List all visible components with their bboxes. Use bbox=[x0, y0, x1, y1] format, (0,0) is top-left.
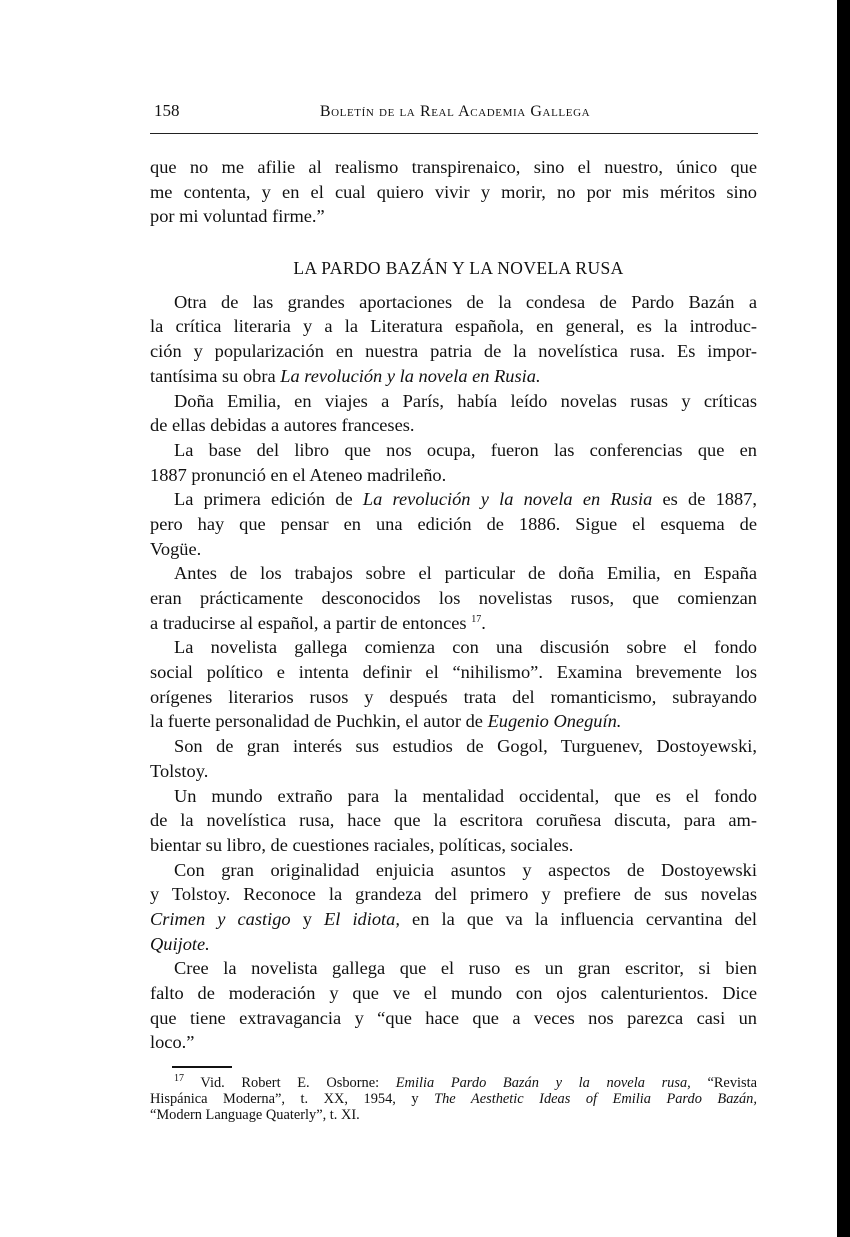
text-run: Vogüe. bbox=[150, 538, 202, 559]
footnote-rule bbox=[172, 1066, 232, 1068]
text-line bbox=[150, 685, 757, 710]
body-text bbox=[150, 155, 757, 1055]
text-line bbox=[150, 438, 757, 463]
paragraph bbox=[150, 635, 757, 734]
text-run: a traducirse al español, a partir de entonces bbox=[150, 612, 472, 633]
paragraph bbox=[150, 487, 757, 561]
text-line bbox=[150, 709, 757, 734]
text-line bbox=[150, 1030, 757, 1055]
text-run: la crítica literaria y a la Literatura española, en general, es la introduc- bbox=[150, 316, 757, 337]
text-run: “Modern Language Quaterly”, t. XI. bbox=[150, 1107, 360, 1123]
text-line bbox=[150, 155, 757, 180]
text-run: Son de gran interés sus estudios de Gogol, Turguenev, Dostoyewski, bbox=[174, 736, 757, 757]
italic-title: La revolución y la novela en Rusia. bbox=[280, 365, 541, 386]
text-run: que no me afilie al realismo transpirenaico, sino el nuestro, único que bbox=[150, 157, 757, 177]
text-run: 1887 pronunció en el Ateneo madrileño. bbox=[150, 464, 447, 485]
text-run: Tolstoy. bbox=[150, 760, 209, 781]
text-run: Un mundo extraño para la mentalidad occidental, que es el fondo bbox=[174, 785, 757, 806]
text-line bbox=[150, 413, 757, 438]
text-run: por mi voluntad firme.” bbox=[150, 206, 325, 227]
text-run: en la que va la influencia cervantina del bbox=[399, 908, 758, 929]
text-run: que tiene extravagancia y “que hace que a veces nos parezca casi un bbox=[150, 1007, 757, 1028]
italic-title: La revolución y la novela en Rusia bbox=[362, 489, 653, 510]
text-run: falto de moderación y que ve el mundo con ojos calenturientos. Dice bbox=[150, 983, 757, 1004]
text-run: bientar su libro, de cuestiones raciales, políticas, sociales. bbox=[150, 834, 574, 855]
text-run: . bbox=[481, 612, 486, 633]
paragraph bbox=[150, 956, 757, 1055]
text-line bbox=[150, 784, 757, 809]
italic-title: Emilia Pardo Bazán y la novela rusa, bbox=[395, 1075, 691, 1091]
section-heading: LA PARDO BAZÁN Y LA NOVELA RUSA bbox=[293, 258, 624, 279]
italic-title: Eugenio Oneguín. bbox=[487, 711, 622, 732]
italic-title: Quijote. bbox=[150, 933, 210, 954]
paragraph bbox=[150, 290, 757, 389]
footnote-ref: 17 bbox=[471, 613, 482, 625]
text-run: Antes de los trabajos sobre el particular de doña Emilia, en España bbox=[174, 563, 757, 584]
text-run: Otra de las grandes aportaciones de la condesa de Pardo Bazán a bbox=[174, 291, 757, 312]
italic-title: El idiota, bbox=[324, 908, 400, 929]
italic-title: The Aesthetic Ideas of Emilia Pardo Bazán, bbox=[434, 1091, 757, 1107]
text-line bbox=[150, 882, 757, 907]
paragraph bbox=[150, 438, 757, 487]
text-line bbox=[150, 981, 757, 1006]
text-line bbox=[150, 1075, 757, 1091]
text-line bbox=[150, 512, 757, 537]
text-line bbox=[150, 1091, 757, 1107]
text-line bbox=[150, 180, 757, 205]
text-line bbox=[150, 487, 757, 512]
text-run: la fuerte personalidad de Puchkin, el autor de bbox=[150, 711, 488, 732]
page-number: 158 bbox=[154, 101, 180, 120]
paragraph bbox=[150, 389, 757, 438]
footnote bbox=[150, 1075, 757, 1123]
text-run: pero hay que pensar en una edición de 1886. Sigue el esquema de bbox=[150, 513, 757, 534]
scan-edge-shadow bbox=[837, 0, 850, 1237]
text-run: Cree la novelista gallega que el ruso es un gran escritor, si bien bbox=[174, 958, 757, 979]
text-line bbox=[150, 561, 757, 586]
text-run: Vid. Robert E. Osborne: bbox=[184, 1075, 396, 1091]
text-run: eran prácticamente desconocidos los novelistas rusos, que comienzan bbox=[150, 588, 757, 609]
intro-paragraph bbox=[150, 155, 757, 229]
text-run: es de 1887, bbox=[652, 489, 757, 510]
text-line bbox=[150, 1107, 757, 1123]
text-line bbox=[150, 858, 757, 883]
text-run: social político e intenta definir el “nihilismo”. Examina brevemente los bbox=[150, 662, 757, 683]
text-line bbox=[150, 314, 757, 339]
text-run: orígenes literarios rusos y después trata del romanticismo, subrayando bbox=[150, 686, 757, 707]
text-line bbox=[150, 759, 757, 784]
text-run: y Tolstoy. Reconoce la grandeza del primero y prefiere de sus novelas bbox=[150, 884, 757, 905]
text-line bbox=[150, 364, 757, 389]
text-run: Con gran originalidad enjuicia asuntos y aspectos de Dostoyewski bbox=[174, 859, 757, 880]
text-line bbox=[150, 290, 757, 315]
text-line bbox=[150, 339, 757, 364]
text-run: de la novelística rusa, hace que la escritora coruñesa discuta, para am- bbox=[150, 810, 757, 831]
text-line bbox=[150, 1006, 757, 1031]
paragraph bbox=[150, 784, 757, 858]
text-run: La base del libro que nos ocupa, fueron las conferencias que en bbox=[174, 439, 757, 460]
text-line bbox=[150, 389, 757, 414]
text-run: Hispánica Moderna”, t. XX, 1954, y bbox=[150, 1091, 435, 1107]
text-run: de ellas debidas a autores franceses. bbox=[150, 415, 415, 436]
paragraph bbox=[150, 561, 757, 635]
text-line bbox=[150, 808, 757, 833]
text-line bbox=[150, 956, 757, 981]
text-line bbox=[150, 833, 757, 858]
paragraph bbox=[150, 734, 757, 783]
text-line bbox=[150, 586, 757, 611]
running-title: Boletín de la Real Academia Gallega bbox=[319, 103, 591, 120]
text-line bbox=[150, 463, 757, 488]
text-run: “Revista bbox=[690, 1075, 757, 1091]
text-line bbox=[150, 537, 757, 562]
text-line bbox=[150, 907, 757, 932]
text-run: loco.” bbox=[150, 1032, 195, 1053]
paragraph bbox=[150, 858, 757, 957]
text-run: La primera edición de bbox=[174, 489, 363, 510]
paragraphs bbox=[150, 290, 757, 1055]
text-line bbox=[150, 660, 757, 685]
text-line bbox=[150, 734, 757, 759]
text-line bbox=[150, 932, 757, 957]
text-run: me contenta, y en el cual quiero vivir y morir, no por mis méritos sino bbox=[150, 181, 757, 202]
italic-title: Crimen y castigo bbox=[150, 908, 291, 929]
footnote-ref: 17 bbox=[174, 1073, 184, 1085]
text-run: Doña Emilia, en viajes a París, había leído novelas rusas y críticas bbox=[174, 390, 757, 411]
text-line bbox=[150, 611, 757, 636]
text-run: tantísima su obra bbox=[150, 365, 281, 386]
text-run: La novelista gallega comienza con una discusión sobre el fondo bbox=[174, 637, 757, 658]
header-rule bbox=[150, 133, 758, 134]
text-line bbox=[150, 635, 757, 660]
text-line bbox=[150, 204, 757, 229]
text-run: ción y popularización en nuestra patria de la novelística rusa. Es impor- bbox=[150, 341, 757, 362]
text-run: y bbox=[290, 908, 325, 929]
